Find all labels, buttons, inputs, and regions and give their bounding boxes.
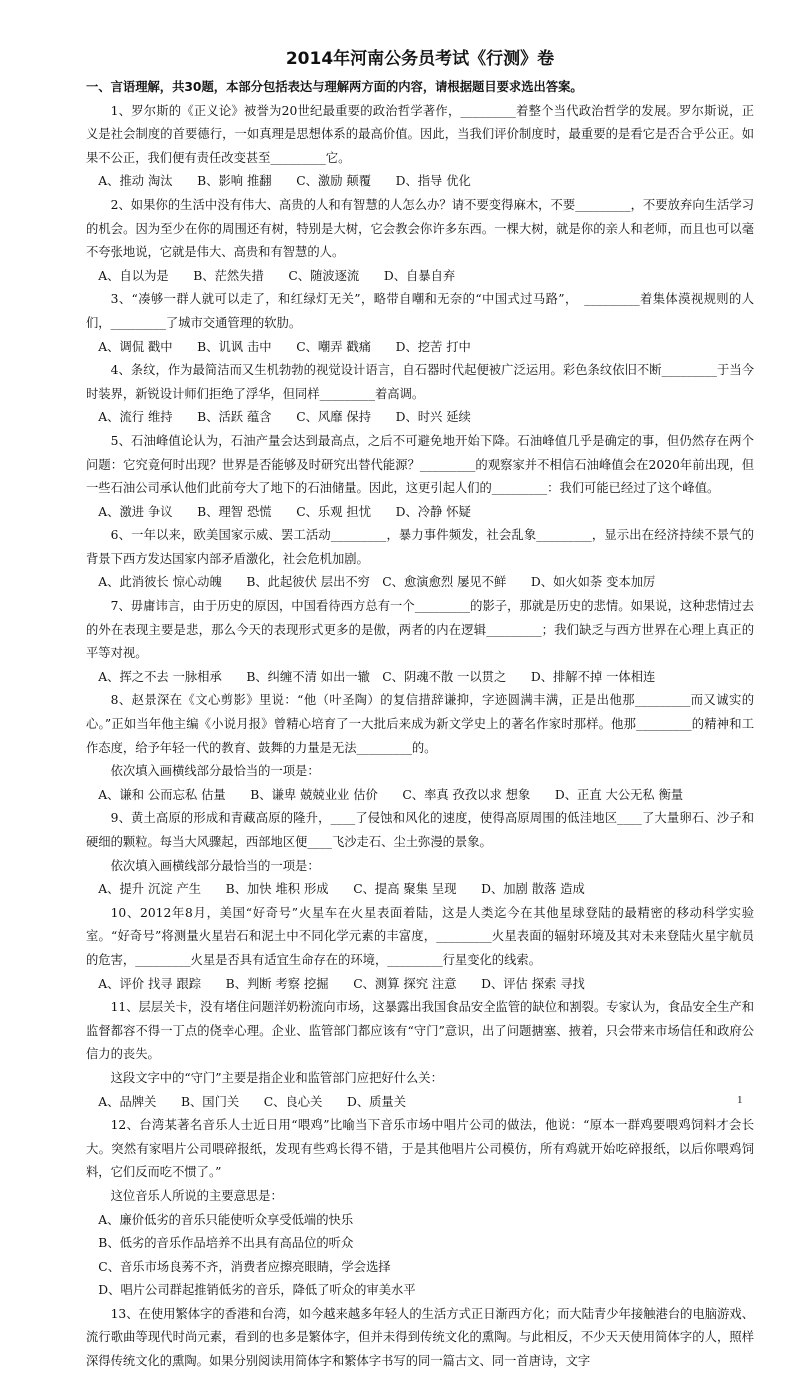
question-text: 9、黄土高原的形成和青藏高原的隆升，____了侵蚀和风化的速度，使得高原周围的低洼地区____了大量卵石、沙子和硬细的颗粒。每当大风骤起，西部地区便____飞沙走石、尘土弥漫的景象。 xyxy=(86,811,754,849)
question-text: 10、2012年8月，美国“好奇号”火星车在火星表面着陆，这是人类迄今在其他星球登陆的最精密的移动科学实验室。“好奇号”将测量火星岩石和泥土中不同化学元素的丰富度，_________火星表面的辐射环境及其对未来登陆火星宇航员的危害，_________火星是否具有适宜生命存在的环境，_________行星变化的线索。 xyxy=(86,905,754,967)
question-prompt: 依次填入画横线部分最恰当的一项是： xyxy=(110,858,320,873)
answer-options: A、评价 找寻 跟踪 B、判断 考察 挖掘 C、测算 探究 注意 D、评估 探索 寻找 xyxy=(98,976,585,991)
question-text: 4、条纹，作为最简洁而又生机勃勃的视觉设计语言，自石器时代起便被广泛运用。彩色条纹依旧不断_________于当今时装界，新锐设计师们拒绝了浮华，但同样_________着高调。 xyxy=(86,363,754,401)
question-prompt: 这位音乐人所说的主要意思是： xyxy=(110,1188,283,1203)
answer-options: A、此消彼长 惊心动魄 B、此起彼伏 层出不穷 C、愈演愈烈 屡见不鲜 D、如火如荼 变本加厉 xyxy=(98,575,656,590)
question-text: 1、罗尔斯的《正义论》被誉为20世纪最重要的政治哲学著作，_________着整个当代政治哲学的发展。罗尔斯说，正义是社会制度的首要德行，一如真理是思想体系的最高价值。因此，当我们评价制度时，最重要的是看它是否合乎公正。如果不公正，我们便有责任改变甚至_________它。 xyxy=(86,103,754,165)
question-list xyxy=(86,100,754,1374)
question-prompt: 依次填入画横线部分最恰当的一项是： xyxy=(110,764,320,779)
answer-options: A、调侃 戳中 B、讥讽 击中 C、嘲弄 戳痛 D、挖苦 打中 xyxy=(98,339,471,354)
answer-options: A、谦和 公而忘私 估量 B、谦卑 兢兢业业 估价 C、率真 孜孜以求 想象 D、正直 大公无私 衡量 xyxy=(98,787,684,802)
answer-options: C、音乐市场良莠不齐，消费者应擦亮眼睛，学会选择 xyxy=(98,1259,391,1274)
answer-options: A、激进 争议 B、理智 恐慌 C、乐观 担忧 D、冷静 怀疑 xyxy=(98,504,471,519)
answer-options: A、廉价低劣的音乐只能使听众享受低端的快乐 xyxy=(98,1212,354,1227)
question-text: 11、层层关卡，没有堵住问题洋奶粉流向市场，这暴露出我国食品安全监管的缺位和割裂。专家认为，食品安全生产和监督都容不得一丁点的侥幸心理。企业、监管部门都应该有“守门”意识，出了问题搪塞、掖着，只会带来市场信任和政府公信力的丧失。 xyxy=(86,1000,754,1062)
answer-options: A、品牌关 B、国门关 C、良心关 D、质量关 xyxy=(98,1094,407,1109)
question-text: 7、毋庸讳言，由于历史的原因，中国看待西方总有一个_________的影子，那就是历史的悲情。如果说，这种悲情过去的外在表现主要是悲，那么今天的表现形式更多的是傲，两者的内在逻辑_________；我们缺乏与西方世界在心理上真正的平等对视。 xyxy=(86,599,754,661)
answer-options: A、自以为是 B、茫然失措 C、随波逐流 D、自暴自弃 xyxy=(98,268,456,283)
answer-options: D、唱片公司群起推销低劣的音乐，降低了听众的审美水平 xyxy=(98,1283,416,1298)
question-text: 6、一年以来，欧美国家示威、罢工活动_________，暴力事件频发，社会乱象_________，显示出在经济持续不景气的背景下西方发达国家内部矛盾激化，社会危机加剧。 xyxy=(86,528,754,566)
question-text: 12、台湾某著名音乐人士近日用“喂鸡”比喻当下音乐市场中唱片公司的做法，他说：“原本一群鸡要喂鸡饲料才会长大。突然有家唱片公司喂碎报纸，发现有些鸡长得不错，于是其他唱片公司模仿，所有鸡就开始吃碎报纸，以后你喂鸡饲料，它们反而吃不惯了。” xyxy=(86,1118,754,1180)
question-text: 2、如果你的生活中没有伟大、高贵的人和有智慧的人怎么办？请不要变得麻木，不要_________，不要放弃向生活学习的机会。因为至少在你的周围还有树，特别是大树，它会教会你许多东西。一棵大树，就是你的亲人和老师，而且也可以毫不夸张地说，它就是伟大、高贵和有智慧的人。 xyxy=(86,197,754,260)
question-text: 8、赵景深在《文心剪影》里说：“他（叶圣陶）的复信措辞谦抑，字迹圆满丰满，正是出他那_________而又诚实的心。”正如当年他主编《小说月报》曾精心培育了一大批后来成为新文学史上的著名作家时那样。他那_________的精神和工作态度，给予年轻一代的教育、鼓舞的力量是无法_________的。 xyxy=(86,693,754,755)
answer-options: A、提升 沉淀 产生 B、加快 堆积 形成 C、提高 聚集 呈现 D、加剧 散落 造成 xyxy=(98,882,585,897)
answer-options: A、推动 淘汰 B、影响 推翻 C、激励 颠覆 D、指导 优化 xyxy=(98,174,471,189)
section-heading: 一、言语理解，共30题，本部分包括表达与理解两方面的内容，请根据题目要求选出答案。 xyxy=(86,80,583,94)
page-number: 1 xyxy=(737,1094,743,1106)
document-title: 2014年河南公务员考试《行测》卷 xyxy=(285,49,555,69)
answer-options: B、低劣的音乐作品培养不出具有高品位的听众 xyxy=(98,1236,354,1251)
answer-options: A、挥之不去 一脉相承 B、纠缠不清 如出一辙 C、阴魂不散 一以贯之 D、排解不掉 一体相连 xyxy=(98,669,656,684)
question-text: 13、在使用繁体字的香港和台湾，如今越来越多年轻人的生活方式正日渐西方化；而大陆青少年接触港台的电脑游戏、流行歌曲等现代时尚元素，看到的也多是繁体字，但并未得到传统文化的熏陶。与此相反，不少天天使用简体字的人，照样深得传统文化的熏陶。如果分别阅读用简体字和繁体字书写的同一篇古文、同一首唐诗，文字 xyxy=(86,1306,754,1369)
question-prompt: 这段文字中的“守门”主要是指企业和监管部门应把好什么关： xyxy=(110,1070,443,1085)
document-page xyxy=(86,46,754,1374)
question-text: 3、“凑够一群人就可以走了，和红绿灯无关”，略带自嘲和无奈的“中国式过马路”， _________着集体漠视规则的人们，_________了城市交通管理的软肋。 xyxy=(86,292,754,330)
answer-options: A、流行 维持 B、活跃 蕴含 C、风靡 保持 D、时兴 延续 xyxy=(98,410,471,425)
question-text: 5、石油峰值论认为，石油产量会达到最高点，之后不可避免地开始下降。石油峰值几乎是确定的事，但仍然存在两个问题：它究竟何时出现？世界是否能够及时研究出替代能源？_________的观察家并不相信石油峰值会在2020年前出现，但一些石油公司承认他们此前夸大了地下的石油储量。因此，这更引起人们的_________：我们可能已经过了这个峰值。 xyxy=(86,433,754,496)
